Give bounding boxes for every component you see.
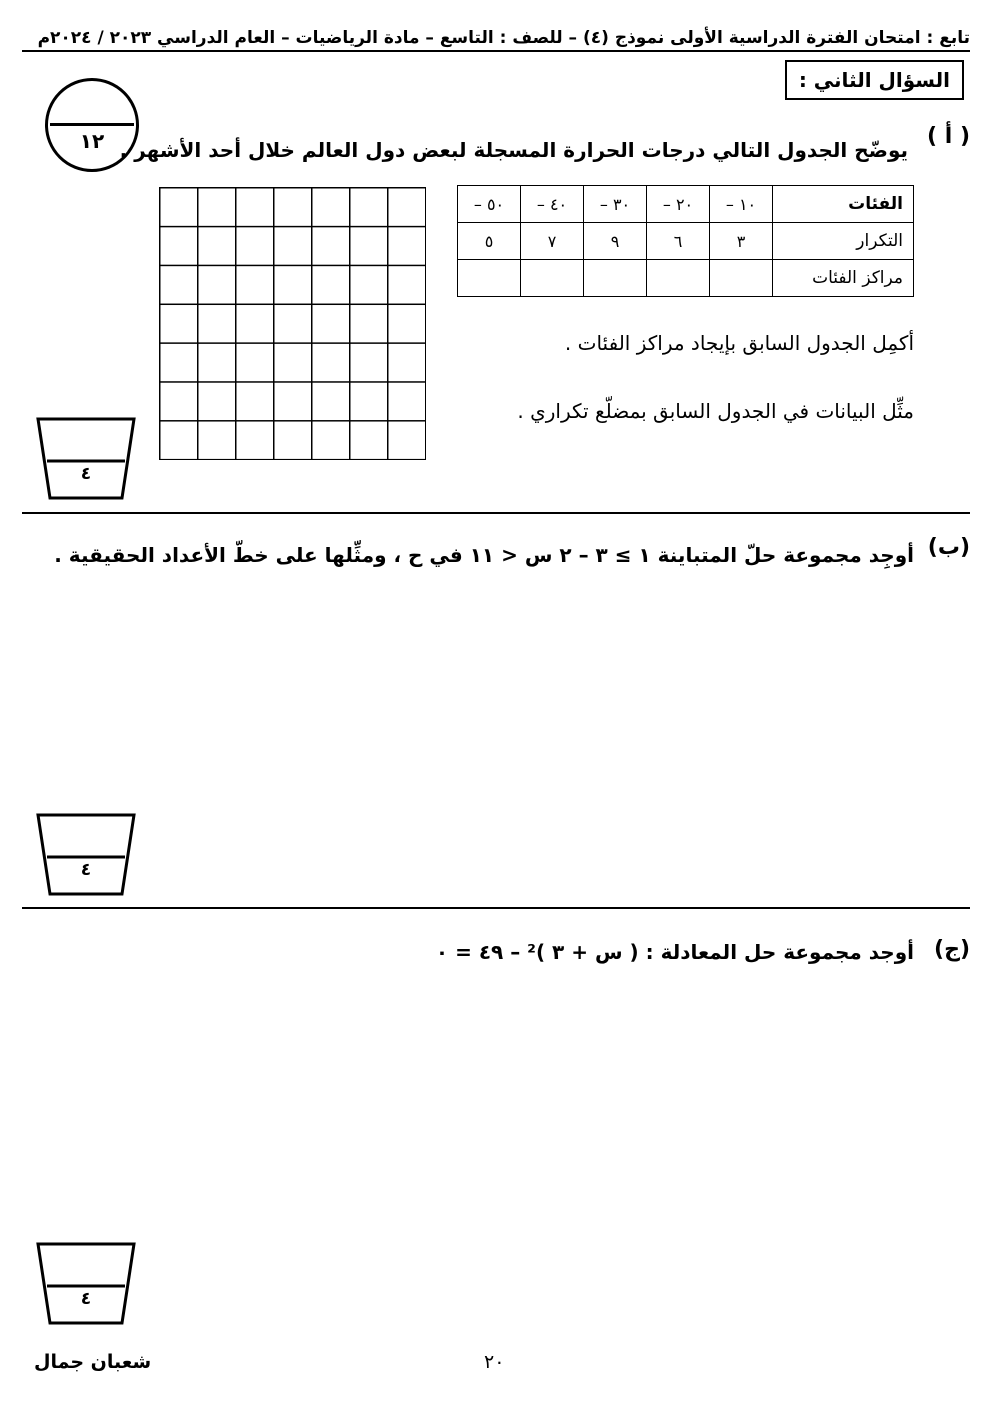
table-cell: ٥٠ – — [458, 186, 521, 223]
exam-header: تابع : امتحان الفترة الدراسية الأولى نموذج (٤) – للصف : التاسع – مادة الرياضيات – العام الدراسي ٢٠٢٣ / ٢٠٢٤م — [22, 28, 970, 52]
table-row-classes — [458, 186, 914, 223]
divider — [22, 907, 970, 909]
table-cell: ٧ — [521, 223, 584, 260]
part-a-instruction-2: مثِّل البيانات في الجدول السابق بمضلّع تكراري . — [517, 399, 914, 423]
table-cell-empty — [710, 260, 773, 297]
table-cell: ٦ — [647, 223, 710, 260]
graph-grid — [159, 187, 426, 460]
part-b-label: (ب) — [927, 535, 970, 560]
table-row-frequency — [458, 223, 914, 260]
author-signature: شعبان جمال — [34, 1351, 152, 1373]
table-cell: ٣ — [710, 223, 773, 260]
table-cell: ٩ — [584, 223, 647, 260]
table-cell: ٤٠ – — [521, 186, 584, 223]
table-header-classes: الفئات — [773, 186, 914, 223]
table-cell: ١٠ – — [710, 186, 773, 223]
frequency-table — [457, 185, 914, 297]
part-c-label: (ج) — [934, 937, 970, 962]
table-cell: ٥ — [458, 223, 521, 260]
part-a-text: يوضّح الجدول التالي درجات الحرارة المسجلة لبعض دول العالم خلال أحد الأشهر . — [119, 138, 908, 162]
table-cell-empty — [584, 260, 647, 297]
table-cell-empty — [647, 260, 710, 297]
table-cell: ٢٠ – — [647, 186, 710, 223]
part-b-score-cup — [36, 812, 136, 896]
table-cell: ٣٠ – — [584, 186, 647, 223]
table-row-centers — [458, 260, 914, 297]
part-b-text: أوجِد مجموعة حلّ المتباينة ١ ≥ ٣ – ٢ س < ١١ في ح ، ومثِّلها على خطّ الأعداد الحقيقية . — [54, 543, 914, 567]
question-title: السؤال الثاني : — [785, 60, 964, 100]
part-a-label: ( أ ) — [927, 124, 970, 149]
part-c-text: أوجد مجموعة حل المعادلة : ( س + ٣ )² – ٤٩ = ٠ — [435, 940, 914, 964]
part-a-instruction-1: أكمِل الجدول السابق بإيجاد مراكز الفئات . — [564, 331, 914, 355]
part-c-score: ٤ — [80, 1289, 92, 1309]
table-cell-empty — [521, 260, 584, 297]
total-score-value: ١٢ — [79, 129, 105, 153]
part-c-score-cup — [36, 1241, 136, 1325]
divider — [22, 512, 970, 514]
part-a-score: ٤ — [80, 464, 92, 484]
page-number: ٢٠ — [484, 1351, 505, 1373]
table-header-centers: مراكز الفئات — [773, 260, 914, 297]
table-header-frequency: التكرار — [773, 223, 914, 260]
part-a-score-cup — [36, 416, 136, 500]
table-cell-empty — [458, 260, 521, 297]
part-b-score: ٤ — [80, 860, 92, 880]
